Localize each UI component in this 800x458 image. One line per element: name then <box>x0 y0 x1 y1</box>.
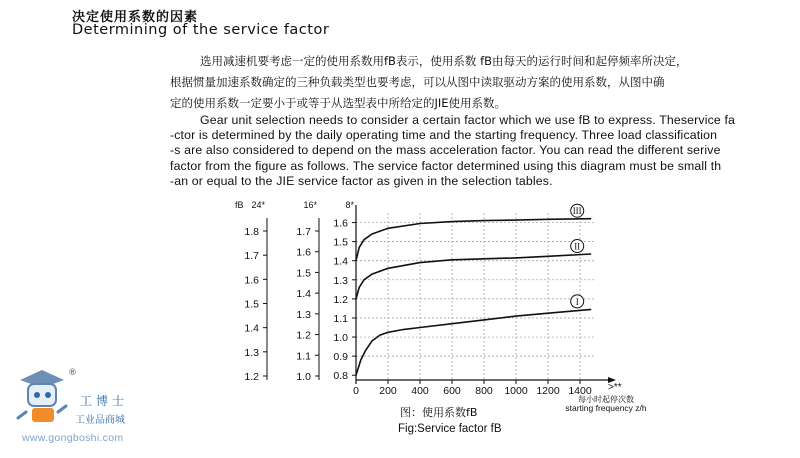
y-axis-header: 16* <box>303 200 317 210</box>
heading-cn: 决定使用系数的因素 <box>72 10 199 25</box>
paragraph-cn-line: 定的使用系数一定要小于或等于从选型表中所给定的JIE使用系数。 <box>170 96 507 110</box>
y-tick-label: 1.3 <box>296 308 311 321</box>
y-tick-label: 1.6 <box>244 274 259 287</box>
robot-logo-icon <box>12 366 72 430</box>
y-tick-label: 1.0 <box>333 332 348 345</box>
y-axis-header: 8* <box>345 200 354 210</box>
watermark-sub: 工业品商城 <box>75 415 125 426</box>
paragraph-cn-line: 选用减速机要考虑一定的使用系数用fB表示，使用系数 fB由每天的运行时间和起停频率所决定， <box>200 54 688 68</box>
x-tick-label: 600 <box>443 385 461 397</box>
paragraph-cn-line: 根据惯量加速系数确定的三种负载类型也要考虑，可以从图中读取驱动方案的使用系数，从图中确 <box>170 75 665 89</box>
y-axis-header: 24* <box>251 200 265 210</box>
series-line-i <box>356 309 591 375</box>
x-tick-label: 200 <box>379 385 397 397</box>
watermark-name: 工博士 <box>80 394 129 408</box>
paragraph-en-line: factor from the figure as follows. The service factor determined using this diagram must be small th <box>170 158 722 173</box>
y-tick-label: 1.2 <box>296 329 311 342</box>
y-tick-label: 0.9 <box>333 351 348 364</box>
y-tick-label: 1.1 <box>333 312 348 325</box>
x-tick-label: 800 <box>475 385 493 397</box>
x-axis-label-cn: 每小时起停次数 <box>578 395 634 404</box>
series-line-iii <box>356 219 591 261</box>
y-tick-label: 1.7 <box>296 226 311 238</box>
y-tick-label: 1.5 <box>333 236 348 249</box>
y-tick-label: 1.3 <box>244 346 259 359</box>
paragraph-en-line: Gear unit selection needs to consider a certain factor which we use fB to express. Theservice fa <box>200 113 736 127</box>
x-tick-label: 0 <box>353 385 359 397</box>
y-tick-label: 1.8 <box>244 226 259 238</box>
y-tick-label: 1.4 <box>333 255 348 268</box>
y-tick-label: 0.8 <box>333 370 348 383</box>
y-tick-label: 1.4 <box>244 322 259 335</box>
watermark-url: www.gongboshi.com <box>22 432 124 444</box>
y-tick-label: 1.7 <box>244 250 259 263</box>
paragraph-en-line: -ctor is determined by the daily operating time and the starting frequency. Three load classification <box>170 128 718 143</box>
x-tick-label: 400 <box>411 385 429 397</box>
y-tick-label: 1.5 <box>296 267 311 280</box>
y-tick-label: 1.4 <box>296 288 311 301</box>
x-tick-label: 1400 <box>568 385 592 397</box>
y-tick-label: 1.6 <box>296 246 311 259</box>
y-tick-label: 1.5 <box>244 298 259 311</box>
y-tick-label: 1.6 <box>333 217 348 230</box>
y-tick-label: 1.2 <box>244 371 259 383</box>
x-tick-label: 1000 <box>504 385 528 397</box>
registered-mark: ® <box>68 368 77 378</box>
x-tick-label: 1200 <box>536 385 560 397</box>
x-axis-label-en: starting frequency z/h <box>565 403 647 413</box>
figure-caption-en: Fig:Service factor fB <box>398 423 502 435</box>
series-label: I <box>575 296 579 307</box>
figure-caption-cn: 图：使用系数fB <box>400 406 478 419</box>
paragraph-en-line: -an or equal to the JIE service factor as given in the selection tables. <box>170 173 553 188</box>
y-tick-label: 1.2 <box>333 293 348 306</box>
y-tick-label: 1.1 <box>296 350 311 363</box>
paragraph-en-line: -s are also considered to depend on the mass acceleration factor. You can read the different serive <box>170 143 721 158</box>
series-label: III <box>572 206 582 217</box>
series-label: II <box>574 241 581 252</box>
x-arrow-label: >** <box>608 382 622 393</box>
y-axis-label-fb: fB <box>235 200 244 210</box>
heading-en: Determining of the service factor <box>72 22 330 38</box>
y-tick-label: 1.3 <box>333 274 348 287</box>
y-tick-label: 1.0 <box>296 371 311 383</box>
